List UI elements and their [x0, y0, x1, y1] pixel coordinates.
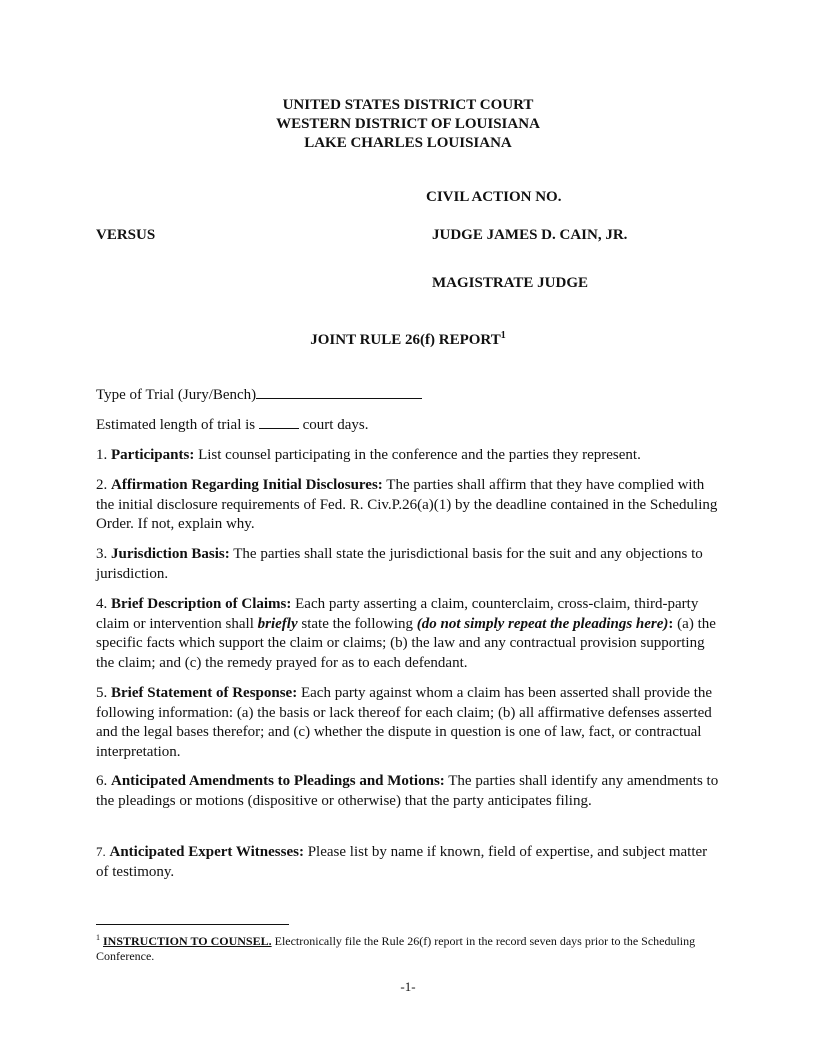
section-heading: Anticipated Amendments to Pleadings and Motions:: [111, 773, 445, 789]
section-response: [96, 684, 720, 762]
section-number: 6.: [96, 773, 108, 789]
section-text: Each party asserting a claim, counterclaim, cross-claim, third-party claim or intervention shall: [96, 596, 699, 632]
footnote-label: INSTRUCTION TO COUNSEL.: [103, 934, 272, 948]
section-text: The parties shall state the jurisdictional basis for the suit and any objections to jurisdiction.: [96, 546, 703, 582]
section-initial-disclosures: [96, 476, 720, 535]
title-footnote-mark: 1: [500, 330, 506, 341]
trial-length-suffix: court days.: [302, 417, 369, 433]
section-text: The parties shall identify any amendments to the pleadings or motions (dispositive or otherwise) that the party anticipates filing.: [96, 773, 719, 809]
section-participants: [96, 446, 720, 466]
section-heading: Anticipated Expert Witnesses:: [109, 844, 304, 860]
section-expert-witnesses: [96, 842, 720, 882]
trial-type-field: [96, 386, 720, 406]
section-amendments: [96, 772, 720, 811]
section-text: (a) the specific facts which support the claim or claims; (b) the law and any contractual provision supporting the claim; and (c) the remedy prayed for as to each defendant.: [96, 615, 716, 671]
report-title: [0, 330, 816, 349]
section-number: 7.: [96, 844, 106, 859]
footnote-mark: 1: [96, 933, 100, 942]
section-number: 5.: [96, 685, 108, 701]
footnote: [96, 930, 720, 964]
judge-label: JUDGE JAMES D. CAIN, JR.: [432, 227, 628, 243]
versus-label: VERSUS: [96, 227, 156, 243]
section-number: 4.: [96, 596, 108, 612]
section-text: Each party against whom a claim has been asserted shall provide the following information: (a) the basis or lack thereof for each claim; (b) all affirmative defenses asserted and the legal bases therefor; and (c) whether the dispute in question is one of law, fact, or contractual interpretation.: [96, 685, 713, 760]
trial-type-label: Type of Trial (Jury/Bench): [96, 387, 257, 403]
footnote-text: Electronically file the Rule 26(f) report in the record seven days prior to the Scheduling Conference.: [96, 934, 696, 963]
section-number: 3.: [96, 546, 108, 562]
trial-type-blank[interactable]: [256, 386, 422, 399]
section-number: 2.: [96, 477, 108, 493]
report-title-text: JOINT RULE 26(f) REPORT: [310, 332, 501, 348]
trial-length-prefix: Estimated length of trial is: [96, 417, 256, 433]
section-text: The parties shall affirm that they have complied with the initial disclosure requirements of Fed. R. Civ.P.26(a)(1) by the deadline contained in the Scheduling Order. If not, explain why.: [96, 477, 718, 533]
trial-length-blank[interactable]: [259, 416, 299, 429]
section-claims: [96, 595, 720, 673]
emphasis-colon: :: [668, 615, 674, 632]
section-heading: Jurisdiction Basis:: [111, 546, 230, 562]
section-jurisdiction: [96, 545, 720, 584]
trial-length-field: [96, 416, 720, 436]
footnote-divider: [96, 924, 289, 925]
section-number: 1.: [96, 447, 108, 463]
division-name: LAKE CHARLES LOUISIANA: [304, 135, 512, 151]
page-number: -1-: [400, 979, 416, 994]
section-text: Please list by name if known, field of expertise, and subject matter of testimony.: [96, 844, 708, 880]
civil-action-label: CIVIL ACTION NO.: [426, 189, 562, 205]
section-heading: Brief Statement of Response:: [111, 685, 298, 701]
section-heading: Participants:: [111, 447, 195, 463]
magistrate-label: MAGISTRATE JUDGE: [432, 275, 588, 291]
section-text: List counsel participating in the conference and the parties they represent.: [198, 447, 641, 463]
emphasis-briefly: briefly: [257, 615, 298, 632]
emphasis-note: (do not simply repeat the pleadings here): [416, 615, 669, 632]
section-text: state the following: [301, 615, 414, 632]
section-heading: Affirmation Regarding Initial Disclosures:: [111, 477, 383, 493]
section-heading: Brief Description of Claims:: [111, 596, 292, 612]
district-name: WESTERN DISTRICT OF LOUISIANA: [276, 116, 540, 132]
court-name: UNITED STATES DISTRICT COURT: [282, 97, 534, 113]
